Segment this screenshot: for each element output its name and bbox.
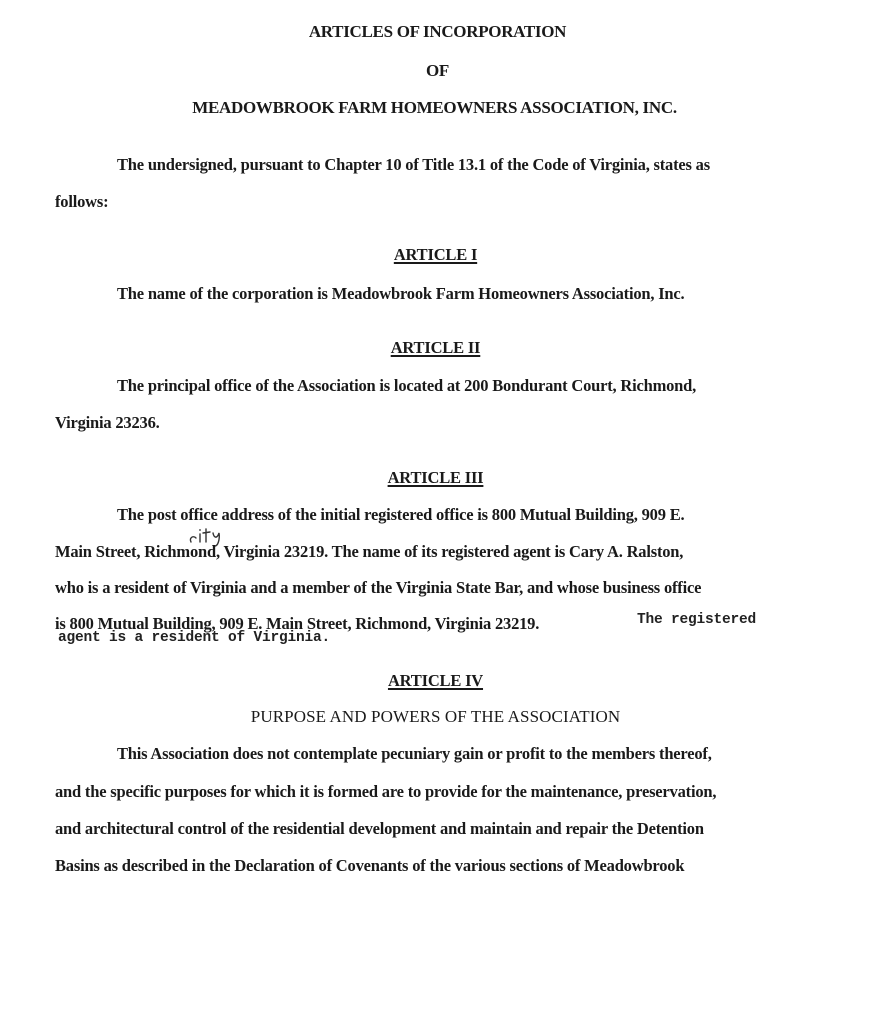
article-4-text-line-3: and architectural control of the residential development and maintain and repair the Detention (55, 819, 704, 838)
article-3-text-line-4: is 800 Mutual Building, 909 E. Main Street, Richmond, Virginia 23219. (55, 614, 540, 633)
article-4-text-line-2: and the specific purposes for which it is formed are to provide for the maintenance, preservation, (55, 782, 717, 801)
typed-addendum-line-1: The registered (637, 612, 757, 628)
article-3-heading: ARTICLE III (387, 468, 484, 487)
article-4-heading: ARTICLE IV (387, 671, 484, 690)
document-title-line-3: MEADOWBROOK FARM HOMEOWNERS ASSOCIATION, INC. (192, 98, 677, 117)
article-4-text-line-1: This Association does not contemplate pecuniary gain or profit to the members thereof, (117, 744, 712, 763)
intro-paragraph-line-1: The undersigned, pursuant to Chapter 10 of Title 13.1 of the Code of Virginia, states as (117, 155, 710, 174)
article-2-text-line-1: The principal office of the Association is located at 200 Bondurant Court, Richmond, (117, 376, 697, 395)
article-2-heading: ARTICLE II (390, 338, 481, 357)
article-1-text-line-1: The name of the corporation is Meadowbrook Farm Homeowners Association, Inc. (117, 284, 685, 303)
document-title-line-2: OF (425, 61, 449, 80)
article-4-subheading: PURPOSE AND POWERS OF THE ASSOCIATION (250, 707, 621, 726)
article-1-heading: ARTICLE I (393, 245, 478, 264)
intro-paragraph-line-2: follows: (55, 192, 109, 211)
document-title-line-1: ARTICLES OF INCORPORATION (308, 22, 567, 41)
article-3-text-line-1: The post office address of the initial registered office is 800 Mutual Building, 909 E. (117, 505, 685, 524)
typed-addendum-line-2: agent is a resident of Virginia. (58, 630, 331, 646)
article-4-text-line-4: Basins as described in the Declaration of Covenants of the various sections of Meadowbrook (55, 856, 685, 875)
article-3-text-line-3: who is a resident of Virginia and a member of the Virginia State Bar, and whose business office (55, 578, 702, 597)
article-2-text-line-2: Virginia 23236. (55, 413, 160, 432)
article-3-text-line-2: Main Street, Richmond, Virginia 23219. The name of its registered agent is Cary A. Ralston, (55, 542, 684, 561)
